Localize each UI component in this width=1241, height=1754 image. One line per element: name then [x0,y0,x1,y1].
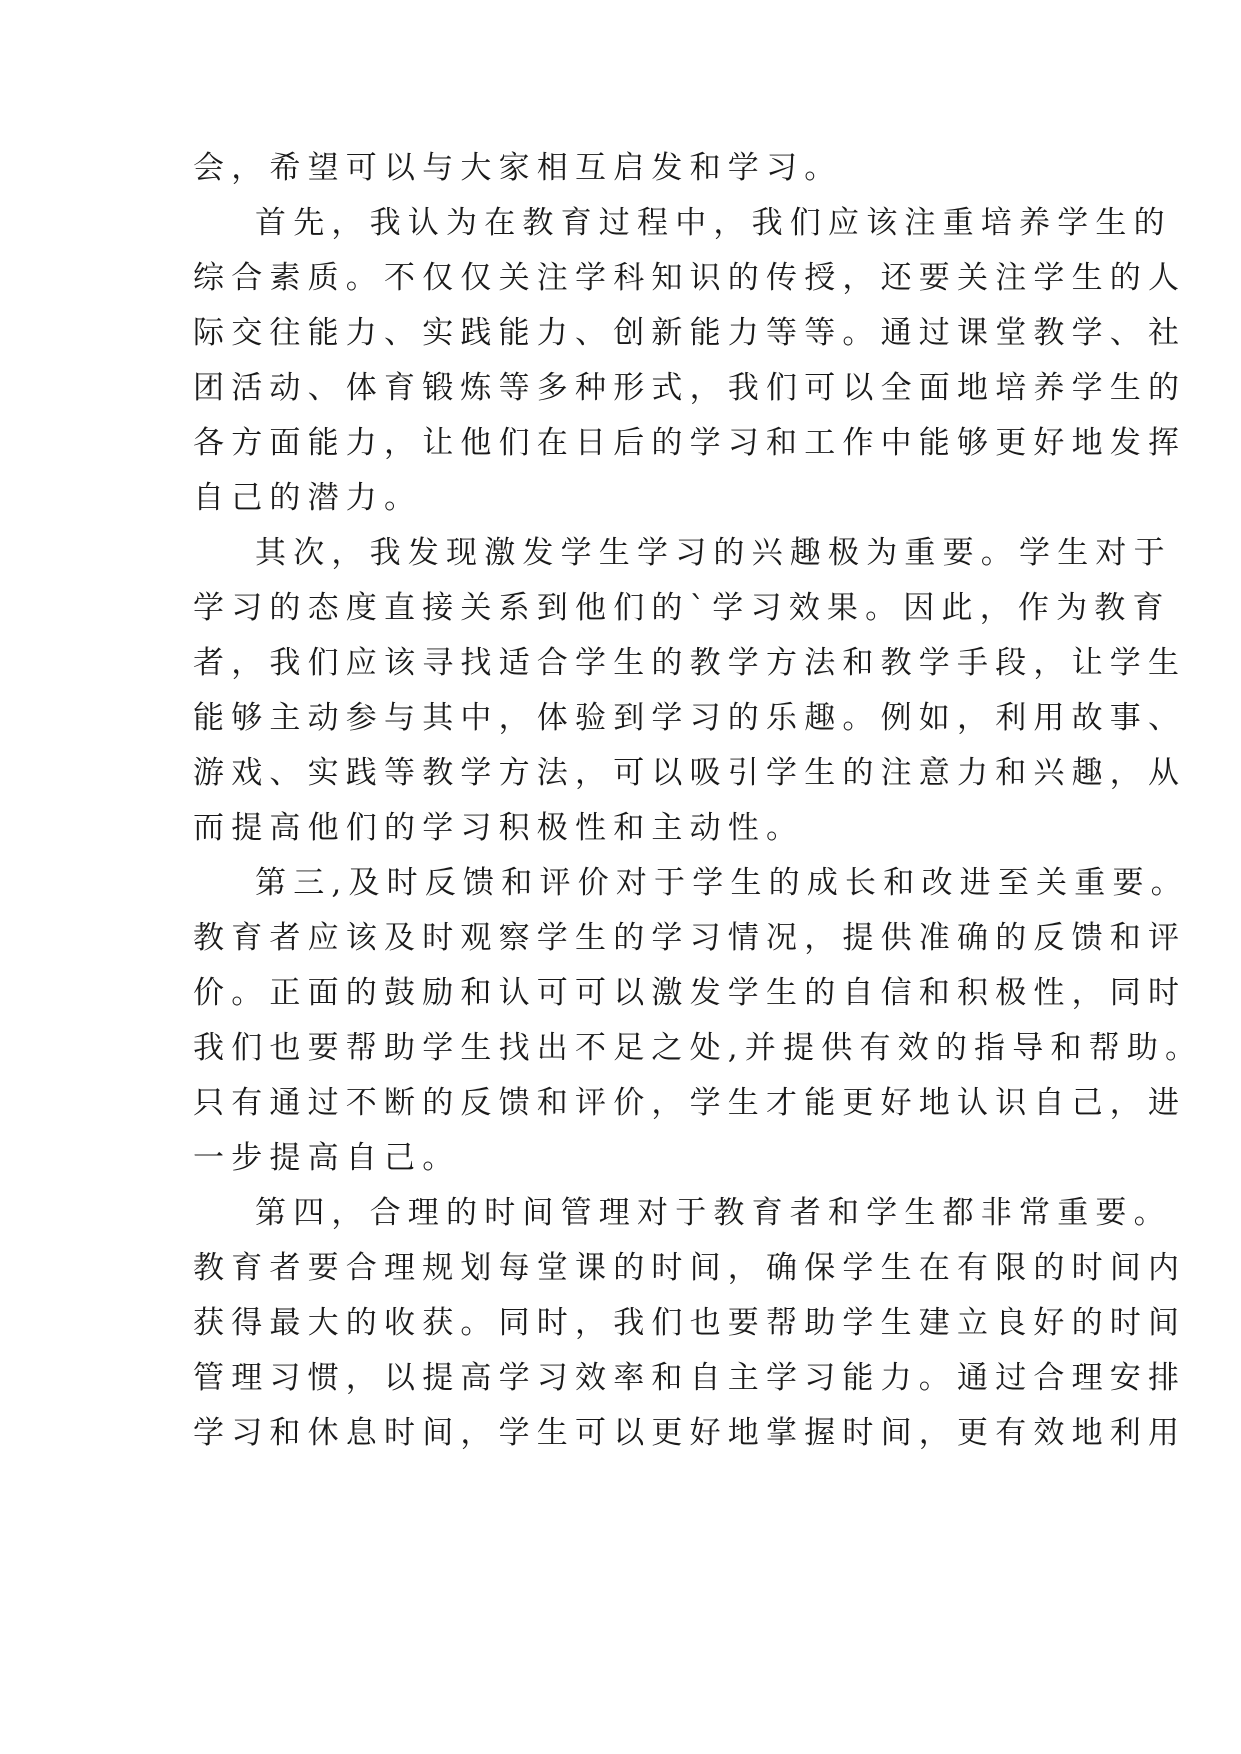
text-line: 价。正面的鼓励和认可可以激发学生的自信和积极性，同时 [193,975,1187,1011]
text-line: 教育者应该及时观察学生的学习情况，提供准确的反馈和评 [193,920,1187,956]
text-line: 游戏、实践等教学方法，可以吸引学生的注意力和兴趣，从 [193,755,1187,791]
text-line: 能够主动参与其中，体验到学习的乐趣。例如，利用故事、 [193,700,1187,736]
text-line: 际交往能力、实践能力、创新能力等等。通过课堂教学、社 [193,315,1187,351]
paragraph-first-line: 其次，我发现激发学生学习的兴趣极为重要。学生对于 [255,535,1172,571]
text-line: 学习和休息时间，学生可以更好地掌握时间，更有效地利用 [193,1415,1187,1451]
paragraph-first-line: 首先，我认为在教育过程中，我们应该注重培养学生的 [255,205,1172,241]
text-line: 自己的潜力。 [193,480,423,516]
text-line: 一步提高自己。 [193,1140,461,1176]
text-line: 学习的态度直接关系到他们的`学习效果。因此，作为教育 [193,590,1171,626]
text-line: 会，希望可以与大家相互启发和学习。 [193,150,843,186]
text-line: 只有通过不断的反馈和评价，学生才能更好地认识自己，进 [193,1085,1187,1121]
text-line: 获得最大的收获。同时，我们也要帮助学生建立良好的时间 [193,1305,1187,1341]
paragraph-first-line: 第三,及时反馈和评价对于学生的成长和改进至关重要。 [255,865,1189,901]
text-line: 团活动、体育锻炼等多种形式，我们可以全面地培养学生的 [193,370,1187,406]
text-line: 者，我们应该寻找适合学生的教学方法和教学手段，让学生 [193,645,1187,681]
text-line: 而提高他们的学习积极性和主动性。 [193,810,805,846]
text-line: 各方面能力，让他们在日后的学习和工作中能够更好地发挥 [193,425,1187,461]
text-line: 教育者要合理规划每堂课的时间，确保学生在有限的时间内 [193,1250,1187,1286]
text-line: 管理习惯，以提高学习效率和自主学习能力。通过合理安排 [193,1360,1187,1396]
text-line: 我们也要帮助学生找出不足之处,并提供有效的指导和帮助。 [193,1030,1204,1066]
paragraph-first-line: 第四，合理的时间管理对于教育者和学生都非常重要。 [255,1195,1172,1231]
text-line: 综合素质。不仅仅关注学科知识的传授，还要关注学生的人 [193,260,1187,296]
